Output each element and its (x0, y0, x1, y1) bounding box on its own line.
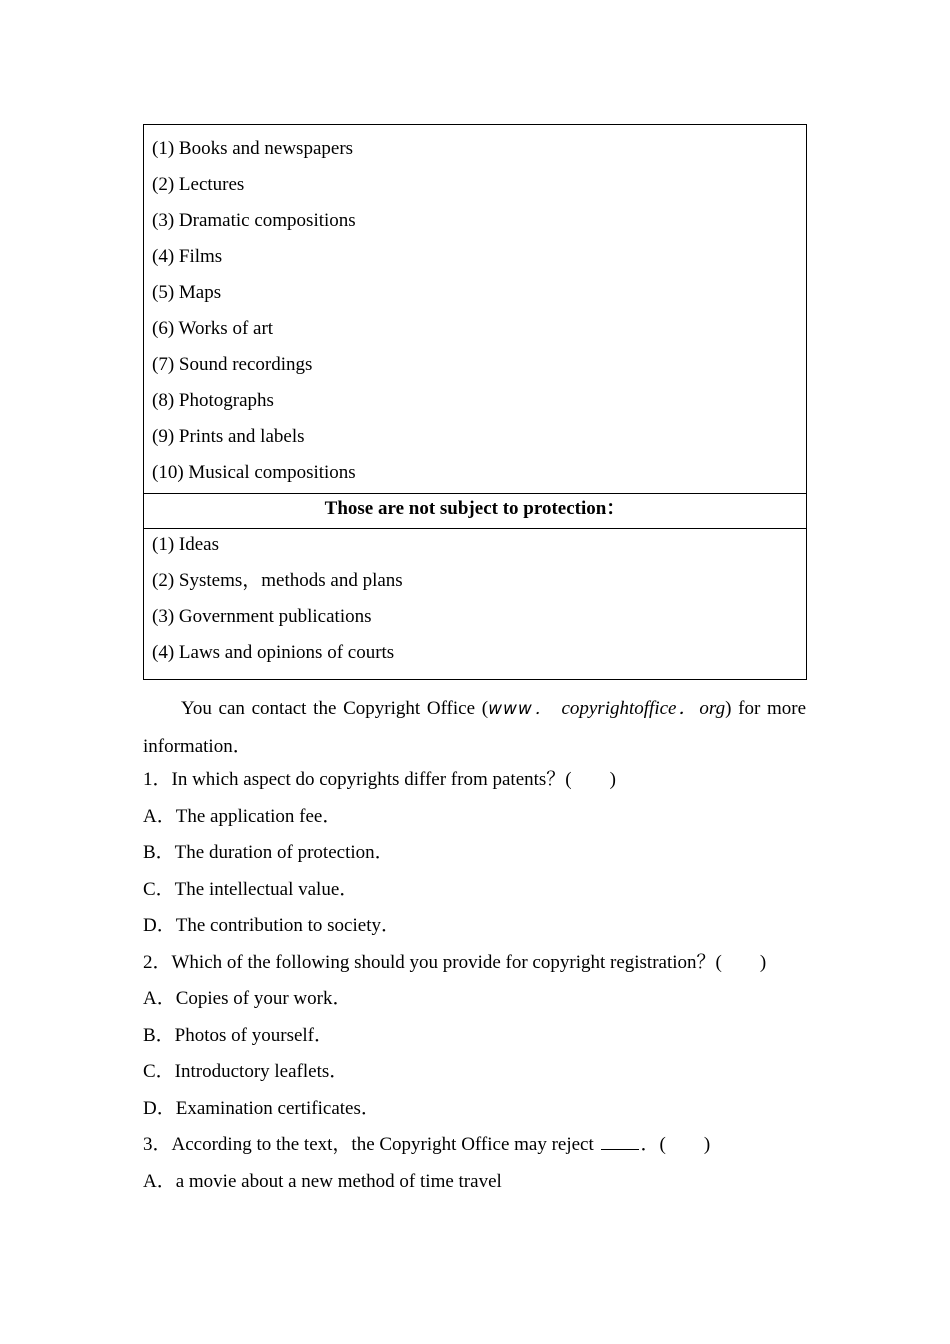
protected-item: (4) Films (152, 246, 223, 267)
protected-item: (10) Musical compositions (152, 462, 356, 483)
protected-item: (7) Sound recordings (152, 354, 313, 375)
protected-item: (6) Works of art (152, 318, 274, 339)
answer-option[interactable]: D．The contribution to society． (143, 915, 400, 936)
answer-option[interactable]: C．The intellectual value． (143, 878, 359, 900)
not-protected-heading: Those are not subject to protection： (144, 494, 806, 529)
answer-option[interactable]: A．The application fee． (143, 805, 342, 827)
protected-item: (2) Lectures (152, 174, 245, 195)
contact-text-after: ) for more information． (143, 698, 807, 757)
not-protected-item: (2) Systems，methods and plans (152, 570, 403, 591)
question-stem: 1．In which aspect do copyrights differ from patents？( ) (143, 769, 616, 790)
protected-item: (9) Prints and labels (152, 426, 305, 447)
copyright-office-url: www． copyrightoffice．org (488, 698, 726, 719)
answer-option[interactable]: B．Photos of yourself． (143, 1024, 334, 1046)
answer-option[interactable]: B．The duration of protection． (143, 842, 394, 863)
question-stem: 2．Which of the following should you provide for copyright registration？( ) (143, 951, 767, 973)
question-list (143, 764, 806, 1202)
not-protected-item: (4) Laws and opinions of courts (152, 642, 395, 663)
protected-item: (5) Maps (152, 282, 222, 303)
protected-section (144, 125, 806, 494)
answer-option[interactable]: D．Examination certificates． (143, 1097, 380, 1119)
not-protected-section (144, 529, 806, 679)
protected-item: (3) Dramatic compositions (152, 210, 356, 231)
protected-item: (8) Photographs (152, 390, 274, 411)
answer-option[interactable]: A．a movie about a new method of time travel (143, 1170, 502, 1192)
answer-blank (601, 1133, 639, 1150)
copyright-table (143, 124, 807, 680)
not-protected-item: (3) Government publications (152, 606, 372, 627)
contact-text-before: You can contact the Copyright Office ( (181, 698, 489, 719)
protected-item: (1) Books and newspapers (152, 138, 354, 159)
answer-option[interactable]: A．Copies of your work． (143, 988, 352, 1009)
not-protected-item: (1) Ideas (152, 534, 219, 555)
contact-paragraph (143, 690, 806, 765)
answer-option[interactable]: C．Introductory leaflets． (143, 1061, 349, 1082)
question-stem: 3．According to the text，the Copyright Office may reject ．( ) (143, 1134, 711, 1155)
